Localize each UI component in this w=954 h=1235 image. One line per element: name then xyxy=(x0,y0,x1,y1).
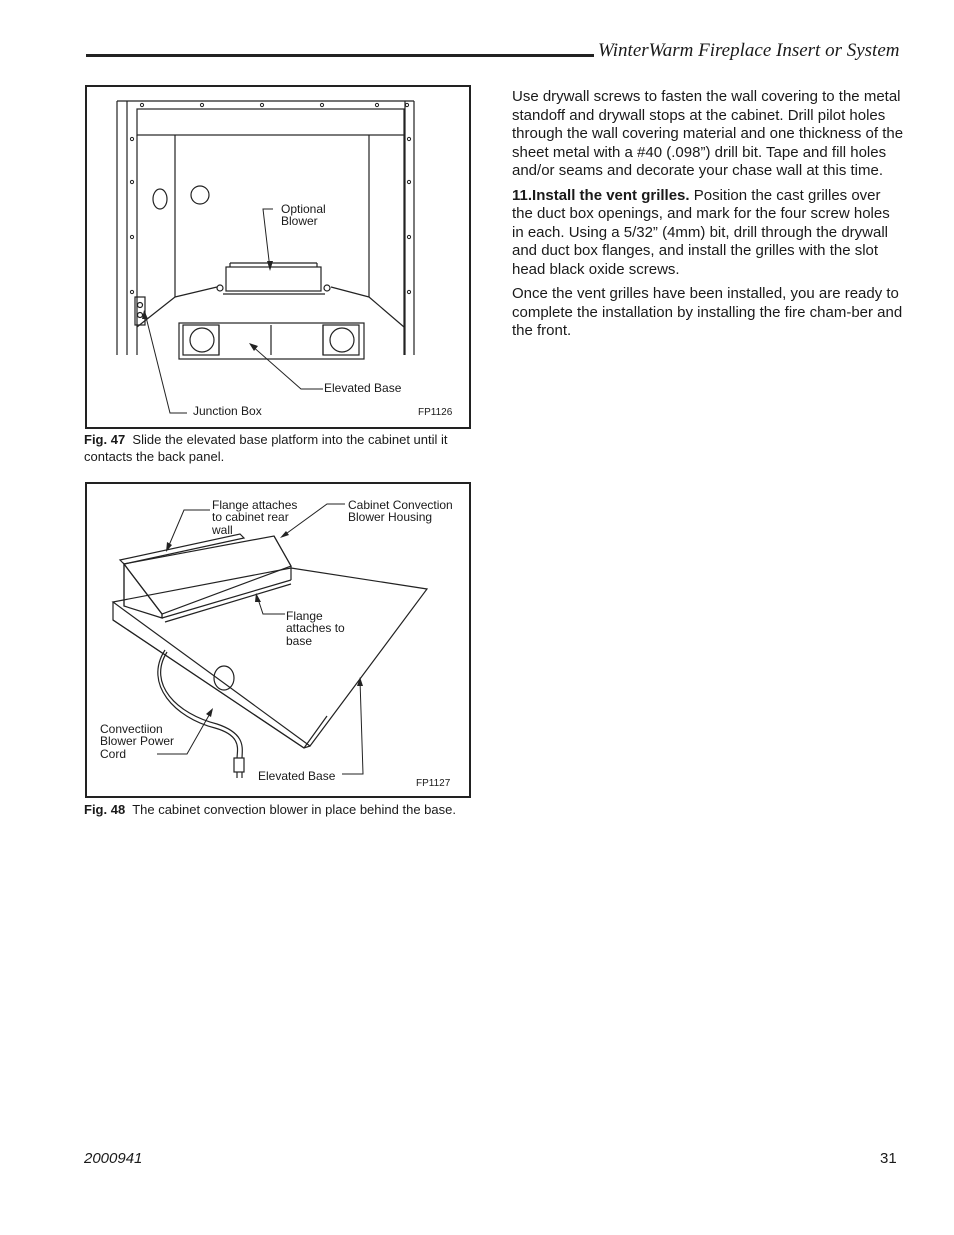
label-power-cord-1: Convectiion xyxy=(100,722,163,736)
label-elevated-base: Elevated Base xyxy=(324,381,402,395)
page-number: 31 xyxy=(880,1150,897,1167)
label-flange-rear-2: to cabinet rear xyxy=(212,510,289,524)
step-11 xyxy=(512,187,904,280)
figure-47-drawing xyxy=(87,87,469,427)
label-flange-rear-1: Flange attaches xyxy=(212,498,298,512)
figure-48-caption xyxy=(84,801,472,818)
label-optional-blower-1: Optional xyxy=(281,202,326,216)
paragraph-drywall: Use drywall screws to fasten the wall covering to the metal standoff and drywall stops at the cabinet. Drill pilot holes through the wall covering material and one thickness of the sheet metal with a #40 (.098”) drill bit. Tape and fill holes and/or seams and decorate your chase wall at this time. xyxy=(512,88,904,179)
label-flange-base-2: attaches to xyxy=(286,621,345,635)
label-flange-rear-3: wall xyxy=(212,523,233,537)
label-optional-blower-2: Blower xyxy=(281,214,318,228)
label-elevated-base: Elevated Base xyxy=(258,769,336,783)
step-11-heading: 11.Install the vent grilles. xyxy=(512,186,690,204)
label-flange-base-1: Flange xyxy=(286,609,323,623)
figure-47-caption xyxy=(84,431,472,465)
figure-47-code: FP1126 xyxy=(418,407,453,418)
label-power-cord-2: Blower Power xyxy=(100,734,175,748)
document-number: 2000941 xyxy=(84,1150,143,1167)
figure-48-caption-text: The cabinet convection blower in place behind the base. xyxy=(132,802,456,817)
figure-48-drawing xyxy=(87,484,469,796)
label-junction-box: Junction Box xyxy=(193,404,262,418)
page-header-title: WinterWarm Fireplace Insert or System xyxy=(598,40,900,61)
figure-48-caption-number: Fig. 48 xyxy=(84,802,126,817)
figure-47-caption-number: Fig. 47 xyxy=(84,432,126,447)
label-power-cord-3: Cord xyxy=(100,747,127,761)
header-rule xyxy=(86,54,594,57)
step-11-text: Position the cast grilles over the duct box openings, and mark for the four screw holes in each. Using a 5/32” (4mm) bit, drill through the drywall and duct box flanges, and install the grilles with the slot head black oxide screws. xyxy=(512,186,890,278)
label-blower-housing-1: Cabinet Convection xyxy=(348,498,453,512)
figure-47-caption-text: Slide the elevated base platform into the cabinet until it contacts the back panel. xyxy=(84,432,448,464)
figure-47 xyxy=(85,85,471,429)
paragraph-ready: Once the vent grilles have been installed, you are ready to complete the installation by installing the fire cham-ber and the front. xyxy=(512,285,903,339)
label-blower-housing-2: Blower Housing xyxy=(348,510,433,524)
figure-48-code: FP1127 xyxy=(416,778,451,789)
label-flange-base-3: base xyxy=(286,634,313,648)
body-text-column xyxy=(512,88,904,347)
figure-48 xyxy=(85,482,471,798)
